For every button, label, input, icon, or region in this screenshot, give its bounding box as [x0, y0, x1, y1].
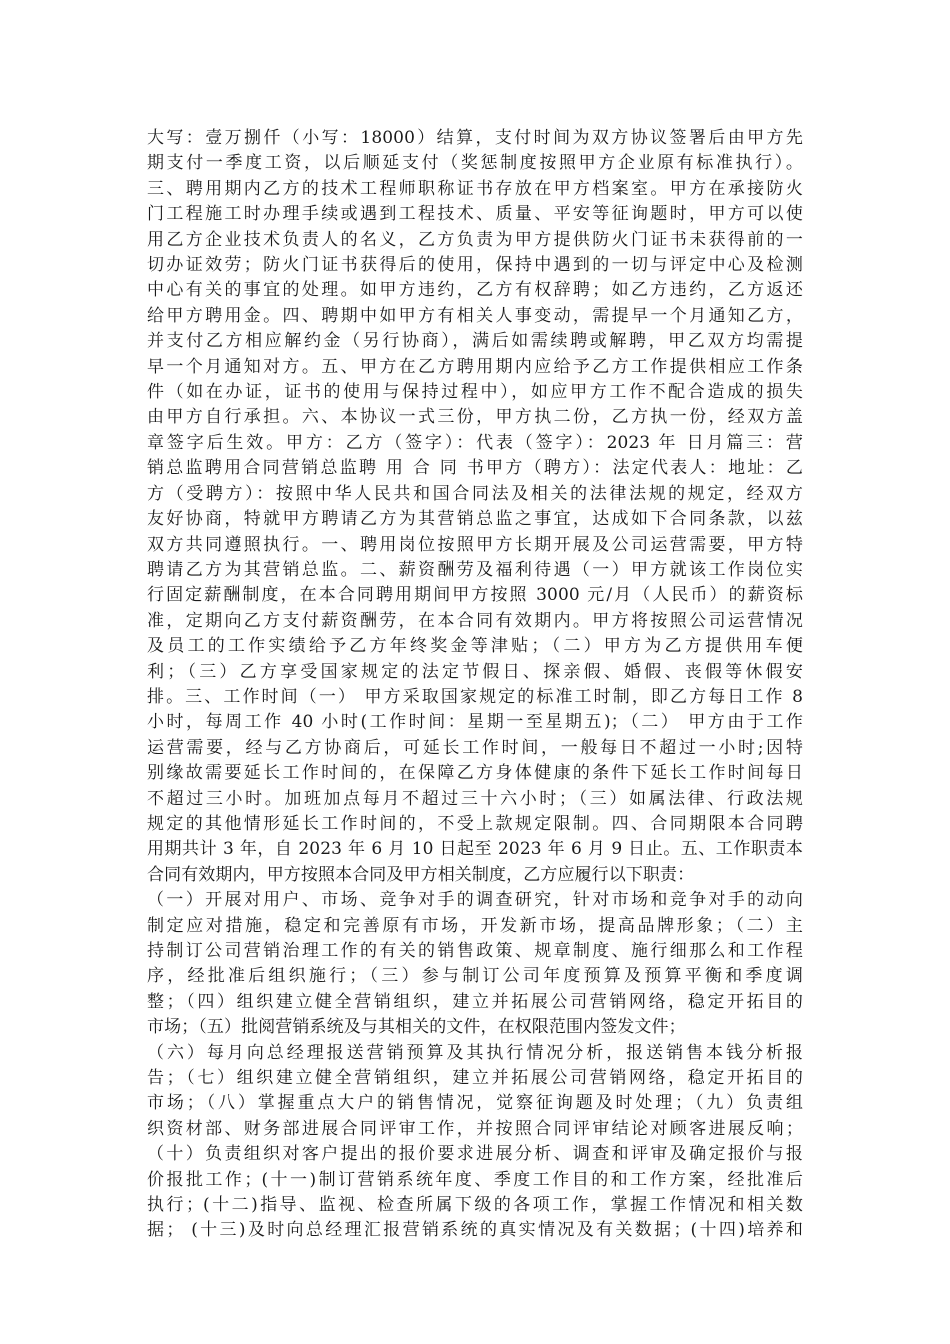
text-line: 运营需要，经与乙方协商后，可延长工作时间，一般每日不超过一小时;因特: [147, 737, 803, 758]
text-line: 用乙方企业技术负责人的名义，乙方负责为甲方提供防火门证书未获得前的一: [147, 229, 803, 250]
text-line: 早一个月通知对方。五、甲方在乙方聘用期内应给予乙方工作提供相应工作条: [147, 356, 803, 377]
body-text: [147, 126, 803, 1244]
text-line: 小时，每周工作 40 小时(工作时间：星期一至星期五)；（二） 甲方由于工作: [147, 712, 803, 733]
text-line: 持制订公司营销治理工作的有关的销售政策、规章制度、施行细那么和工作程: [147, 941, 803, 961]
text-line: 由甲方自行承担。六、本协议一式三份，甲方执二份，乙方执一份，经双方盖: [147, 407, 803, 428]
text-line: 规定的其他情形延长工作时间的，不受上款规定限制。四、合同期限本合同聘: [147, 813, 803, 834]
text-line: 用期共计 3 年，自 2023 年 6 月 10 日起至 2023 年 6 月 9 日止。五、工作职责本: [147, 839, 803, 860]
text-line: 告；（七）组织建立健全营销组织，建立并拓展公司营销网络，稳定开拓目的: [147, 1068, 803, 1089]
text-line: 合同有效期内，甲方按照本合同及甲方相关制度，乙方应履行以下职责：: [147, 864, 695, 885]
text-line: 中心有关的事宜的处理。如甲方违约，乙方有权辞聘；如乙方违约，乙方返还: [147, 280, 803, 301]
text-line: 织资材部、财务部进展合同评审工作，并按照合同评审结论对顾客进展反响；: [147, 1118, 803, 1139]
text-line: 序，经批准后组织施行；（三）参与制订公司年度预算及预算平衡和季度调: [147, 966, 803, 987]
text-line: 市场；（八）掌握重点大户的销售情况，觉察征询题及时处理；（九）负责组: [147, 1093, 803, 1114]
text-line: 及员工的工作实绩给予乙方年终奖金等津贴；（二）甲方为乙方提供用车便: [147, 636, 803, 657]
text-line: 方（受聘方）：按照中华人民共和国合同法及相关的法律法规的规定，经双方: [147, 483, 803, 504]
text-line: 别缘故需要延长工作时间的，在保障乙方身体健康的条件下延长工作时间每日: [147, 763, 803, 784]
text-line: 市场；（五）批阅营销系统及与其相关的文件，在权限范围内签发文件；: [147, 1017, 686, 1038]
text-line: 双方共同遵照执行。一、聘用岗位按照甲方长期开展及公司运营需要，甲方特: [147, 534, 803, 555]
text-line: 排。三、工作时间（一） 甲方采取国家规定的标准工时制，即乙方每日工作 8: [147, 686, 803, 707]
text-line: 制定应对措施，稳定和完善原有市场，开发新市场，提高品牌形象；（二）主: [147, 915, 803, 936]
text-line: 执行；(十二)指导、监视、检查所属下级的各项工作，掌握工作情况和相关数: [147, 1195, 803, 1216]
text-line: 整；（四）组织建立健全营销组织，建立并拓展公司营销网络，稳定开拓目的: [147, 991, 803, 1012]
text-line: 大写：壹万捌仟（小写：18000）结算，支付时间为双方协议签署后由甲方先: [147, 128, 803, 148]
text-line: （六）每月向总经理报送营销预算及其执行情况分析，报送销售本钱分析报: [147, 1042, 803, 1063]
text-line: 据； (十三)及时向总经理汇报营销系统的真实情况及有关数据；(十四)培养和: [147, 1220, 803, 1241]
text-line: 章签字后生效。甲方：乙方（签字）：代表（签字）：2023 年 日月篇三：营: [147, 432, 803, 453]
text-line: 不超过三小时。加班加点每月不超过三十六小时；（三）如属法律、行政法规: [147, 788, 803, 809]
text-line: 行固定薪酬制度，在本合同聘用期间甲方按照 3000 元/月（人民币）的薪资标: [147, 585, 803, 606]
text-line: 准，定期向乙方支付薪资酬劳，在本合同有效期内。甲方将按照公司运营情况: [147, 610, 803, 631]
text-line: （一）开展对用户、市场、竞争对手的调查研究，针对市场和竞争对手的动向: [147, 890, 803, 911]
text-line: 期支付一季度工资，以后顺延支付（奖惩制度按照甲方企业原有标准执行）。: [147, 153, 803, 174]
text-line: 三、聘用期内乙方的技术工程师职称证书存放在甲方档案室。甲方在承接防火: [147, 178, 803, 199]
text-line: （十）负责组织对客户提出的报价要求进展分析、调查和评审及确定报价与报: [147, 1144, 803, 1165]
text-line: 切办证效劳；防火门证书获得后的使用，保持中遇到的一切与评定中心及检测: [147, 255, 803, 276]
text-line: 友好协商，特就甲方聘请乙方为其营销总监之事宜，达成如下合同条款，以兹: [147, 509, 803, 530]
text-line: 门工程施工时办理手续或遇到工程技术、质量、平安等征询题时，甲方可以使: [147, 204, 803, 225]
text-line: 价报批工作；(十一)制订营销系统年度、季度工作目的和工作方案，经批准后: [147, 1169, 803, 1190]
text-line: 并支付乙方相应解约金（另行协商），满后如需续聘或解聘，甲乙双方均需提: [147, 331, 803, 352]
text-line: 件（如在办证，证书的使用与保持过程中），如应甲方工作不配合造成的损失: [147, 382, 803, 403]
text-line: 销总监聘用合同营销总监聘 用 合 同 书甲方（聘方）：法定代表人：地址：乙: [147, 458, 803, 479]
text-line: 给甲方聘用金。四、聘期中如甲方有相关人事变动，需提早一个月通知乙方，: [147, 305, 803, 326]
text-line: 利；（三）乙方享受国家规定的法定节假日、探亲假、婚假、丧假等休假安: [147, 661, 803, 682]
text-line: 聘请乙方为其营销总监。二、薪资酬劳及福利待遇（一）甲方就该工作岗位实: [147, 559, 803, 580]
